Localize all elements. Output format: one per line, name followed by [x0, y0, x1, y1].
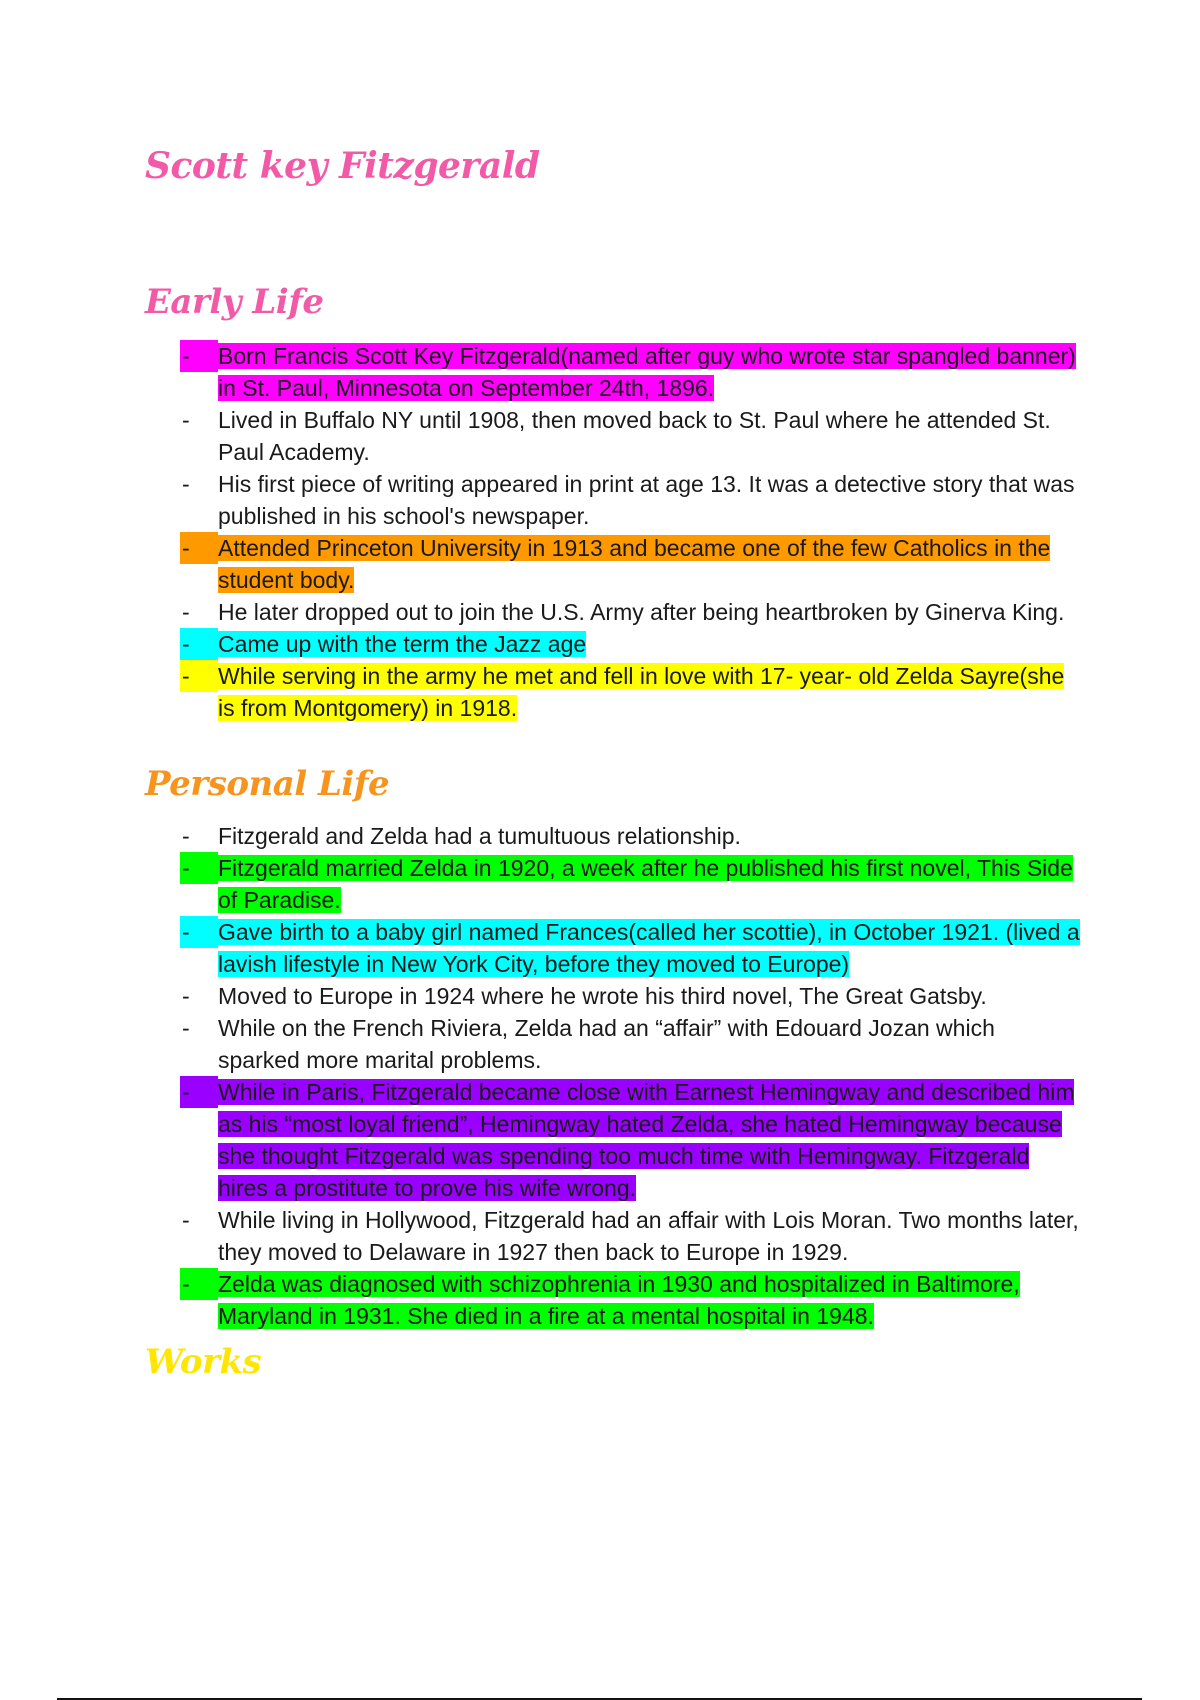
- list-item: [180, 916, 1080, 980]
- bullet-dash: -: [182, 407, 190, 433]
- list-item: [180, 532, 1080, 596]
- list-item-text: Moved to Europe in 1924 where he wrote his third novel, The Great Gatsby.: [218, 983, 987, 1009]
- list-item-text: While in Paris, Fitzgerald became close with Earnest Hemingway and described him as his “most loyal friend”, Hemingway hated Zelda, she hated Hemingway because she thought Fitzgerald was spending too much time with Hemingway. Fitzgerald hires a prostitute to prove his wife wrong.: [218, 1079, 1075, 1201]
- personal-life-list: [180, 820, 1080, 1332]
- list-item-text: Lived in Buffalo NY until 1908, then moved back to St. Paul where he attended St. Paul Academy.: [218, 407, 1051, 465]
- list-item-text: While serving in the army he met and fell in love with 17- year- old Zelda Sayre(she is from Montgomery) in 1918.: [218, 663, 1065, 721]
- bullet-dash: -: [180, 340, 218, 372]
- bullet-dash: -: [182, 1207, 190, 1233]
- list-item: [180, 980, 1080, 1012]
- bullet-dash: -: [180, 852, 218, 884]
- list-item: [180, 340, 1080, 404]
- list-item: [180, 660, 1080, 724]
- bullet-dash: -: [180, 660, 218, 692]
- list-item: [180, 852, 1080, 916]
- list-item-text: Gave birth to a baby girl named Frances(called her scottie), in October 1921. (lived a lavish lifestyle in New York City, before they moved to Europe): [218, 919, 1080, 977]
- early-life-list: [180, 340, 1080, 724]
- list-item-text: His first piece of writing appeared in print at age 13. It was a detective story that was published in his school's newspaper.: [218, 471, 1075, 529]
- list-item: [180, 1268, 1080, 1332]
- list-item: [180, 596, 1080, 628]
- bullet-dash: -: [180, 628, 218, 660]
- bullet-dash: -: [180, 1268, 218, 1300]
- section-heading-early-life: Early Life: [145, 282, 324, 322]
- bullet-dash: -: [182, 823, 190, 849]
- document-title: Scott key Fitzgerald: [145, 145, 540, 187]
- list-item: [180, 468, 1080, 532]
- list-item: [180, 1012, 1080, 1076]
- list-item: [180, 1076, 1080, 1204]
- list-item-text: He later dropped out to join the U.S. Army after being heartbroken by Ginerva King.: [218, 599, 1065, 625]
- list-item: [180, 820, 1080, 852]
- list-item: [180, 628, 1080, 660]
- list-item-text: While on the French Riviera, Zelda had an “affair” with Edouard Jozan which sparked more marital problems.: [218, 1015, 995, 1073]
- bullet-dash: -: [182, 983, 190, 1009]
- list-item: [180, 404, 1080, 468]
- list-item-text: Fitzgerald married Zelda in 1920, a week after he published his first novel, This Side of Paradise.: [218, 855, 1073, 913]
- bullet-dash: -: [180, 916, 218, 948]
- list-item-text: Zelda was diagnosed with schizophrenia in 1930 and hospitalized in Baltimore, Maryland in 1931. She died in a fire at a mental hospital in 1948.: [218, 1271, 1020, 1329]
- list-item-text: Born Francis Scott Key Fitzgerald(named after guy who wrote star spangled banner) in St. Paul, Minnesota on September 24th, 1896.: [218, 343, 1076, 401]
- list-item-text: While living in Hollywood, Fitzgerald had an affair with Lois Moran. Two months later, they moved to Delaware in 1927 then back to Europe in 1929.: [218, 1207, 1079, 1265]
- section-heading-personal-life: Personal Life: [145, 764, 390, 804]
- bullet-dash: -: [182, 1015, 190, 1041]
- list-item-text: Came up with the term the Jazz age: [218, 631, 587, 657]
- section-heading-works: Works: [145, 1342, 262, 1382]
- bullet-dash: -: [182, 599, 190, 625]
- list-item: [180, 1204, 1080, 1268]
- bullet-dash: -: [180, 1076, 218, 1108]
- bullet-dash: -: [180, 532, 218, 564]
- bullet-dash: -: [182, 471, 190, 497]
- list-item-text: Fitzgerald and Zelda had a tumultuous relationship.: [218, 823, 741, 849]
- list-item-text: Attended Princeton University in 1913 and became one of the few Catholics in the student body.: [218, 535, 1051, 593]
